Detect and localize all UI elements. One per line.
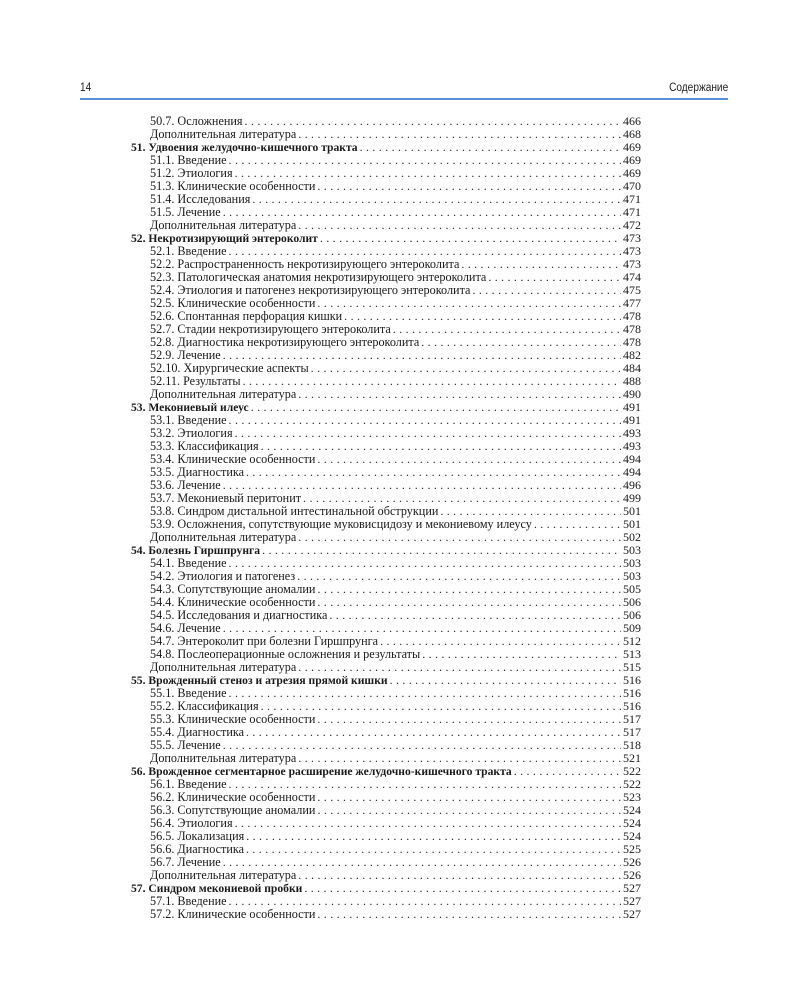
- toc-entry-title: 54. Болезнь Гиршпрунга: [131, 544, 261, 557]
- toc-entry-title: 54.2. Этиология и патогенез: [150, 569, 296, 583]
- toc-entry-page: 470: [623, 179, 641, 193]
- toc-entry-page: 516: [623, 699, 641, 713]
- toc-entry-title: 51.2. Этиология: [150, 166, 233, 180]
- toc-entry-title: 54.8. Послеоперационные осложнения и результаты: [150, 647, 421, 661]
- toc-entry-title: 53.5. Диагностика: [150, 465, 244, 479]
- table-of-contents: [131, 115, 641, 921]
- dot-leader: [421, 336, 621, 349]
- toc-entry-page: 494: [623, 465, 641, 479]
- toc-entry-title: 53.6. Лечение: [150, 478, 221, 492]
- toc-entry-title: 56.3. Сопутствующие аномалии: [150, 803, 316, 817]
- dot-leader: [235, 817, 621, 830]
- toc-entry-page: 469: [623, 166, 641, 180]
- dot-leader: [317, 804, 621, 817]
- dot-leader: [393, 323, 621, 336]
- toc-entry-page: 473: [623, 231, 641, 245]
- dot-leader: [245, 115, 621, 128]
- toc-entry-page: 493: [623, 426, 641, 440]
- dot-leader: [534, 518, 621, 531]
- toc-section-entry: [131, 908, 641, 921]
- dot-leader: [320, 232, 621, 245]
- toc-entry-page: 468: [623, 127, 641, 141]
- toc-entry-page: 518: [623, 738, 641, 752]
- toc-entry-page: 513: [623, 647, 641, 661]
- toc-entry-title: 54.4. Клинические особенности: [150, 595, 316, 609]
- toc-entry-title: 54.6. Лечение: [150, 621, 221, 635]
- toc-entry-title: 56.7. Лечение: [150, 855, 221, 869]
- toc-entry-page: 524: [623, 816, 641, 830]
- dot-leader: [251, 401, 621, 414]
- toc-entry-title: 51.3. Клинические особенности: [150, 179, 316, 193]
- toc-entry-title: 51.5. Лечение: [150, 205, 221, 219]
- dot-leader: [317, 713, 621, 726]
- dot-leader: [344, 310, 621, 323]
- page-number: 14: [80, 82, 92, 94]
- toc-entry-title: 55. Врожденный стеноз и атрезия прямой кишки: [131, 674, 388, 687]
- dot-leader: [261, 440, 621, 453]
- toc-entry-page: 516: [623, 686, 641, 700]
- toc-entry-title: Дополнительная литература: [150, 751, 297, 765]
- dot-leader: [229, 154, 621, 167]
- dot-leader: [390, 674, 621, 687]
- toc-entry-title: 52.4. Этиология и патогенез некротизирующего энтероколита: [150, 283, 471, 297]
- toc-entry-page: 527: [623, 894, 641, 908]
- toc-entry-title: 53.4. Клинические особенности: [150, 452, 316, 466]
- toc-entry-page: 527: [623, 907, 641, 921]
- dot-leader: [223, 349, 621, 362]
- dot-leader: [223, 739, 621, 752]
- toc-entry-page: 503: [623, 569, 641, 583]
- toc-entry-title: 53.2. Этиология: [150, 426, 233, 440]
- toc-entry-page: 494: [623, 452, 641, 466]
- toc-entry-title: 53.9. Осложнения, сопутствующие муковисцидозу и мекониевому илеусу: [150, 517, 532, 531]
- toc-entry-page: 469: [623, 153, 641, 167]
- toc-entry-page: 517: [623, 712, 641, 726]
- dot-leader: [246, 843, 621, 856]
- toc-entry-title: 54.7. Энтероколит при болезни Гиршпрунга: [150, 634, 379, 648]
- toc-entry-page: 526: [623, 868, 641, 882]
- toc-entry-page: 509: [623, 621, 641, 635]
- toc-entry-page: 473: [623, 257, 641, 271]
- toc-entry-page: 488: [623, 374, 641, 388]
- dot-leader: [380, 635, 621, 648]
- toc-entry-title: 50.7. Осложнения: [150, 114, 243, 128]
- dot-leader: [298, 752, 621, 765]
- toc-entry-page: 527: [623, 881, 641, 895]
- toc-entry-title: 55.1. Введение: [150, 686, 227, 700]
- toc-section-entry: [131, 128, 641, 141]
- dot-leader: [317, 596, 621, 609]
- toc-entry-title: 52.1. Введение: [150, 244, 227, 258]
- toc-entry-page: 502: [623, 530, 641, 544]
- toc-entry-title: Дополнительная литература: [150, 387, 297, 401]
- dot-leader: [223, 622, 621, 635]
- toc-section-entry: [131, 388, 641, 401]
- toc-entry-title: 52.3. Патологическая анатомия некротизирующего энтероколита: [150, 270, 487, 284]
- dot-leader: [229, 778, 621, 791]
- toc-entry-page: 523: [623, 790, 641, 804]
- dot-leader: [303, 492, 621, 505]
- toc-entry-page: 477: [623, 296, 641, 310]
- dot-leader: [472, 284, 621, 297]
- dot-leader: [461, 258, 621, 271]
- toc-entry-page: 482: [623, 348, 641, 362]
- dot-leader: [298, 219, 621, 232]
- dot-leader: [311, 362, 621, 375]
- toc-entry-page: 524: [623, 803, 641, 817]
- dot-leader: [235, 427, 621, 440]
- toc-entry-title: 56.6. Диагностика: [150, 842, 244, 856]
- toc-entry-page: 506: [623, 595, 641, 609]
- toc-entry-title: 51.4. Исследования: [150, 192, 251, 206]
- dot-leader: [317, 453, 621, 466]
- toc-entry-page: 515: [623, 660, 641, 674]
- toc-entry-title: 52.9. Лечение: [150, 348, 221, 362]
- toc-entry-title: Дополнительная литература: [150, 218, 297, 232]
- toc-entry-title: 54.1. Введение: [150, 556, 227, 570]
- dot-leader: [246, 726, 621, 739]
- dot-leader: [229, 687, 621, 700]
- toc-entry-title: 52.10. Хирургические аспекты: [150, 361, 309, 375]
- toc-entry-title: Дополнительная литература: [150, 127, 297, 141]
- toc-entry-page: 474: [623, 270, 641, 284]
- dot-leader: [223, 206, 621, 219]
- toc-entry-page: 524: [623, 829, 641, 843]
- running-title: Содержание: [668, 82, 728, 94]
- toc-entry-title: 55.3. Клинические особенности: [150, 712, 316, 726]
- toc-entry-page: 478: [623, 309, 641, 323]
- toc-entry-title: 51.1. Введение: [150, 153, 227, 167]
- toc-section-entry: [131, 661, 641, 674]
- toc-section-entry: [131, 869, 641, 882]
- toc-entry-title: 52. Некротизирующий энтероколит: [131, 232, 318, 245]
- toc-entry-title: 57.2. Клинические особенности: [150, 907, 316, 921]
- toc-entry-title: 52.11. Результаты: [150, 374, 241, 388]
- toc-entry-page: 517: [623, 725, 641, 739]
- toc-entry-title: 52.2. Распространенность некротизирующего энтероколита: [150, 257, 460, 271]
- toc-entry-page: 478: [623, 322, 641, 336]
- toc-entry-page: 471: [623, 205, 641, 219]
- dot-leader: [488, 271, 621, 284]
- dot-leader: [229, 895, 621, 908]
- toc-entry-page: 501: [623, 517, 641, 531]
- toc-entry-title: 53. Мекониевый илеус: [131, 401, 249, 414]
- toc-entry-page: 475: [623, 283, 641, 297]
- toc-entry-page: 522: [623, 777, 641, 791]
- toc-section-entry: [131, 752, 641, 765]
- toc-entry-title: 56.2. Клинические особенности: [150, 790, 316, 804]
- dot-leader: [422, 648, 621, 661]
- toc-entry-title: 56.1. Введение: [150, 777, 227, 791]
- toc-entry-title: 51. Удвоения желудочно-кишечного тракта: [131, 141, 358, 154]
- dot-leader: [223, 856, 621, 869]
- toc-entry-page: 496: [623, 478, 641, 492]
- toc-entry-title: 52.7. Стадии некротизирующего энтероколита: [150, 322, 391, 336]
- toc-entry-page: 503: [623, 543, 641, 557]
- dot-leader: [304, 882, 621, 895]
- toc-entry-title: Дополнительная литература: [150, 530, 297, 544]
- toc-entry-title: 54.5. Исследования и диагностика: [150, 608, 328, 622]
- dot-leader: [298, 661, 621, 674]
- toc-entry-page: 478: [623, 335, 641, 349]
- toc-entry-page: 484: [623, 361, 641, 375]
- dot-leader: [246, 830, 621, 843]
- toc-entry-title: 53.3. Классификация: [150, 439, 259, 453]
- toc-entry-page: 469: [623, 140, 641, 154]
- dot-leader: [246, 466, 621, 479]
- toc-entry-page: 491: [623, 413, 641, 427]
- dot-leader: [360, 141, 621, 154]
- dot-leader: [298, 388, 621, 401]
- dot-leader: [252, 193, 621, 206]
- toc-entry-page: 503: [623, 556, 641, 570]
- toc-entry-page: 521: [623, 751, 641, 765]
- dot-leader: [223, 479, 621, 492]
- toc-entry-title: 57.1. Введение: [150, 894, 227, 908]
- dot-leader: [298, 128, 621, 141]
- toc-entry-page: 490: [623, 387, 641, 401]
- toc-entry-title: 56.5. Локализация: [150, 829, 245, 843]
- toc-entry-page: 471: [623, 192, 641, 206]
- page-header: [80, 82, 728, 96]
- toc-entry-page: 526: [623, 855, 641, 869]
- toc-entry-page: 506: [623, 608, 641, 622]
- toc-section-entry: [131, 531, 641, 544]
- dot-leader: [317, 583, 621, 596]
- toc-entry-title: 53.7. Мекониевый перитонит: [150, 491, 302, 505]
- dot-leader: [317, 297, 621, 310]
- dot-leader: [329, 609, 621, 622]
- dot-leader: [297, 570, 621, 583]
- toc-entry-title: 52.6. Спонтанная перфорация кишки: [150, 309, 343, 323]
- dot-leader: [440, 505, 621, 518]
- header-rule: [80, 98, 728, 100]
- toc-entry-page: 473: [623, 244, 641, 258]
- toc-entry-title: 53.1. Введение: [150, 413, 227, 427]
- toc-entry-title: 52.5. Клинические особенности: [150, 296, 316, 310]
- toc-entry-title: 57. Синдром мекониевой пробки: [131, 882, 303, 895]
- toc-entry-page: 525: [623, 842, 641, 856]
- dot-leader: [514, 765, 621, 778]
- toc-entry-page: 493: [623, 439, 641, 453]
- dot-leader: [317, 908, 621, 921]
- dot-leader: [298, 531, 621, 544]
- toc-entry-title: 56.4. Этиология: [150, 816, 233, 830]
- toc-entry-page: 522: [623, 764, 641, 778]
- dot-leader: [235, 167, 621, 180]
- dot-leader: [317, 180, 621, 193]
- toc-entry-title: Дополнительная литература: [150, 868, 297, 882]
- toc-entry-title: 55.4. Диагностика: [150, 725, 244, 739]
- toc-entry-title: Дополнительная литература: [150, 660, 297, 674]
- toc-entry-page: 466: [623, 114, 641, 128]
- dot-leader: [243, 375, 621, 388]
- dot-leader: [298, 869, 621, 882]
- toc-entry-title: 54.3. Сопутствующие аномалии: [150, 582, 316, 596]
- toc-entry-page: 472: [623, 218, 641, 232]
- toc-entry-page: 491: [623, 400, 641, 414]
- toc-entry-title: 53.8. Синдром дистальной интестинальной обструкции: [150, 504, 439, 518]
- toc-entry-title: 56. Врожденное сегментарное расширение желудочно-кишечного тракта: [131, 765, 512, 778]
- dot-leader: [317, 791, 621, 804]
- dot-leader: [261, 700, 621, 713]
- toc-entry-page: 499: [623, 491, 641, 505]
- toc-entry-title: 52.8. Диагностика некротизирующего энтероколита: [150, 335, 420, 349]
- dot-leader: [229, 414, 621, 427]
- toc-entry-title: 55.5. Лечение: [150, 738, 221, 752]
- dot-leader: [262, 544, 621, 557]
- toc-entry-page: 516: [623, 673, 641, 687]
- toc-entry-page: 505: [623, 582, 641, 596]
- dot-leader: [229, 557, 621, 570]
- toc-entry-title: 55.2. Классификация: [150, 699, 259, 713]
- dot-leader: [229, 245, 621, 258]
- toc-section-entry: [131, 219, 641, 232]
- toc-entry-page: 501: [623, 504, 641, 518]
- toc-entry-page: 512: [623, 634, 641, 648]
